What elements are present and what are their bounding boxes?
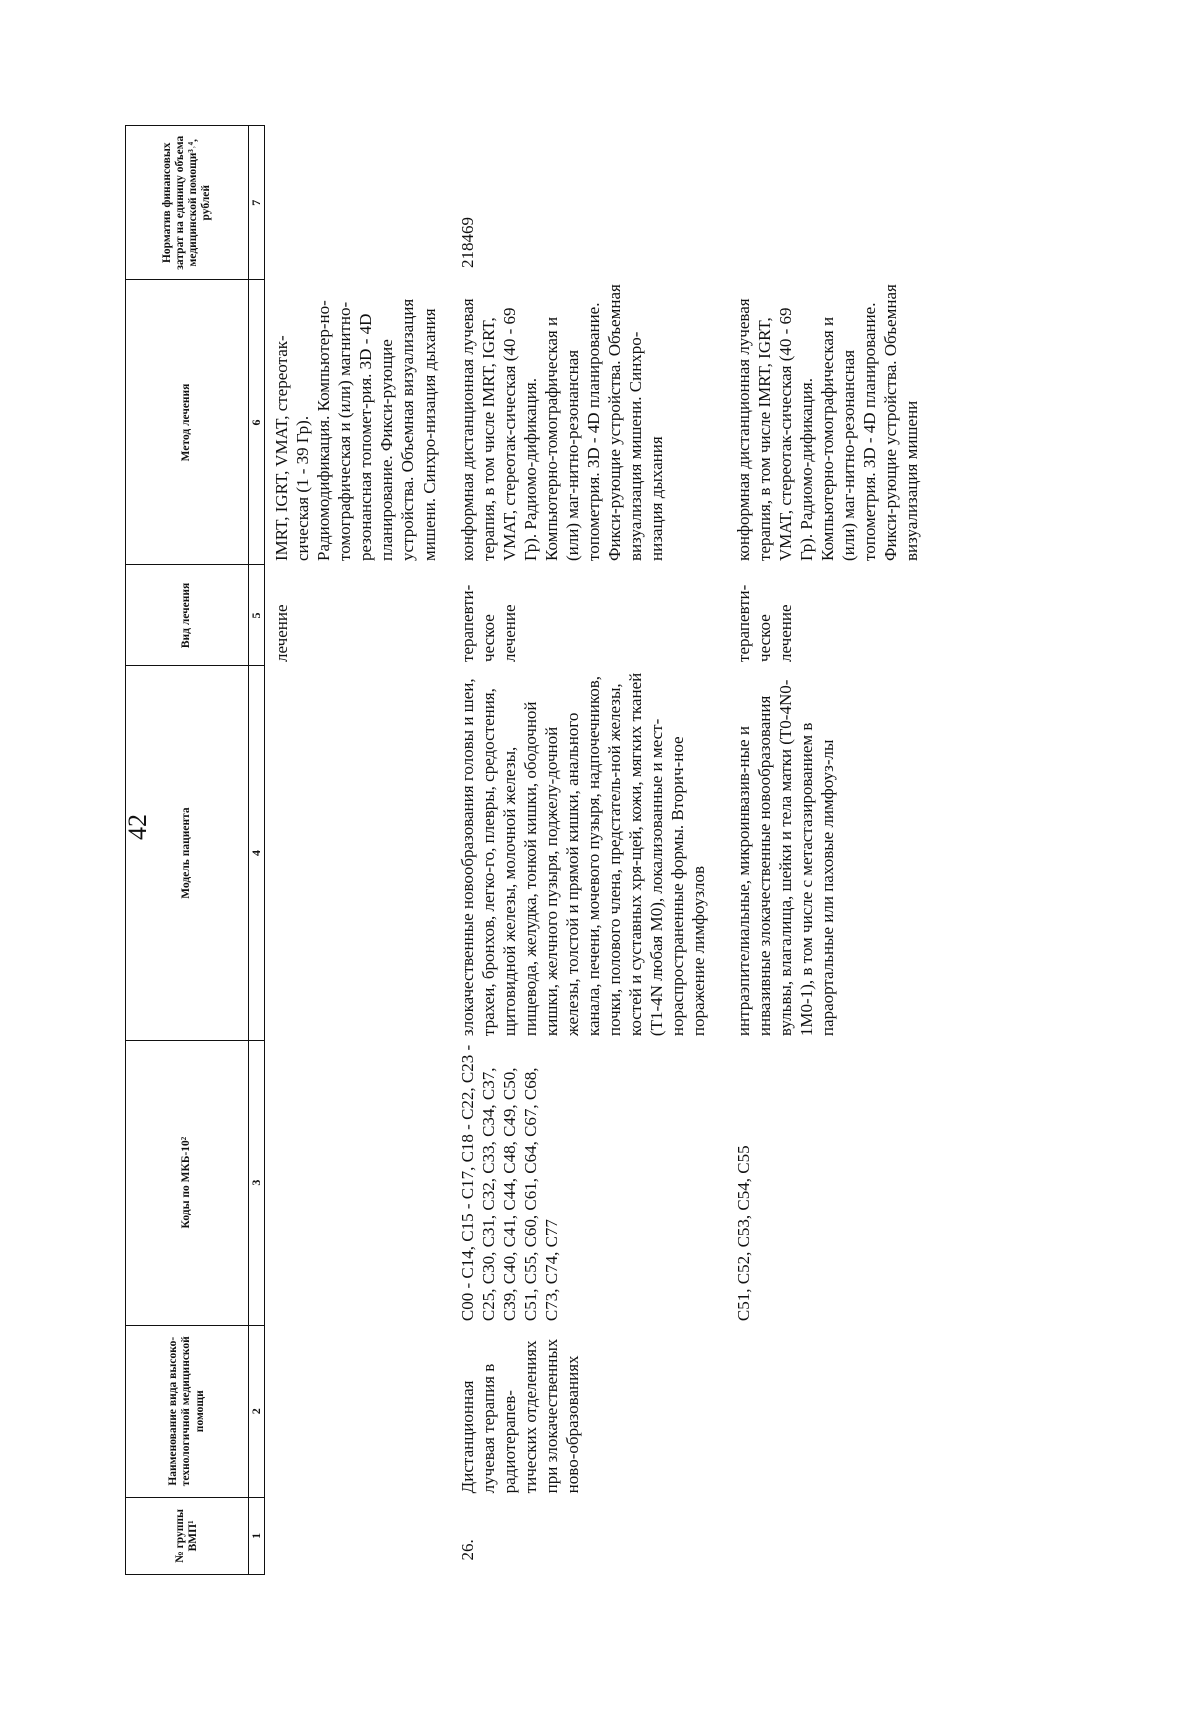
cell-number bbox=[265, 1497, 443, 1574]
column-number-row bbox=[249, 126, 265, 1575]
page-number: 42 bbox=[123, 814, 152, 840]
cell-treatment-type: лечение bbox=[272, 604, 291, 662]
cell-method: конформная дистанционная лучевая терапия, в том числе IMRT, IGRT, VMAT, стереотак-сическая (40 - 69 Гр). Радиомо-дификация. Компьютерно-томографическая и (или) маг-нитно-резонансная топометрия. 3D - 4D планирование. Фикси-рующие устройства. Объемная визуализация мишени bbox=[733, 284, 922, 561]
header-method: Метод лечения bbox=[126, 280, 249, 565]
header-cost: Норматив финансовых затрат на единицу объема медицинской помощи³˒⁴, рублей bbox=[126, 126, 249, 280]
cell-treatment-type: терапевти-ческое лечение bbox=[733, 584, 795, 662]
column-number: 4 bbox=[249, 666, 265, 1040]
cell-patient-model: злокачественные новообразования головы и шеи, трахеи, бронхов, легко-го, плевры, средостения, щитовидной железы, молочной железы, пищевода, желудка, тонкой кишки, ободочной кишки, желчного пузыря, поджелу-дочной железы, толстой и прямой кишки, анального канала, печени, мочевого пузыря, надпочечников, почки, полового члена, предстатель-ной железы, костей и суставных хря-щей, кожи, мягких тканей (T1-4N любая M0), локализованные и мест-нораспространенные формы. Вторич-ное поражение лимфоузлов bbox=[457, 672, 709, 1037]
cell-codes: C00 - C14, C15 - C17, C18 - C22, C23 - C25, C30, C31, C32, C33, C34, C37, C39, C40, C41, C44, C48, C49, C50, C51, C55, C60, C61, C64, C67, C68, C73, C74, C77 bbox=[457, 1044, 561, 1322]
cell-treatment-type: терапевти-ческое лечение bbox=[457, 584, 519, 662]
cell-number bbox=[713, 1497, 926, 1574]
header-row bbox=[126, 126, 249, 1575]
cell-codes bbox=[265, 1040, 443, 1325]
header-name: Наименование вида высоко-технологичной медицинской помощи bbox=[126, 1325, 249, 1497]
column-number: 6 bbox=[249, 280, 265, 565]
vmp-table bbox=[125, 125, 925, 1575]
cell-patient-model bbox=[265, 666, 443, 1040]
rotated-table-container bbox=[125, 125, 1025, 1575]
column-number: 2 bbox=[249, 1325, 265, 1497]
table-row-26-gynecologic bbox=[713, 126, 926, 1575]
header-patient-model: Модель пациента bbox=[126, 666, 249, 1040]
header-treatment-type: Вид лечения bbox=[126, 565, 249, 666]
cell-codes: C51, C52, C53, C54, C55 bbox=[733, 1145, 753, 1322]
cell-method: IMRT, IGRT, VMAT, стереотак-сическая (1 - 39 Гр). Радиомодификация. Компьютер-но-томографическая и (или) магнитно-резонансная топомет-рия. 3D - 4D планирование. Фикси-рующие устройства. Объемная визуализация мишени. Синхро-низация дыхания bbox=[272, 298, 439, 561]
column-number: 5 bbox=[249, 565, 265, 666]
column-number: 3 bbox=[249, 1040, 265, 1325]
column-number: 7 bbox=[249, 126, 265, 280]
cell-cost: 218469 bbox=[457, 216, 477, 268]
cell-name bbox=[265, 1325, 443, 1497]
cell-name bbox=[713, 1325, 926, 1497]
cell-cost bbox=[713, 126, 926, 280]
header-number: № группы ВМП¹ bbox=[126, 1497, 249, 1574]
cell-patient-model: интраэпителиальные, микроинвазив-ные и инвазивные злокачественные новообразования вульвы, влагалища, шейки и тела матки (T0-4N0-1M0-1), в том числе с метастазированием в параортальные или паховые лимфоуз-лы bbox=[733, 679, 837, 1037]
cell-cost bbox=[265, 126, 443, 280]
cell-name: Дистанционная лучевая терапия в радиотерапев-тических отделениях при злокачественных ново-образованиях bbox=[457, 1338, 583, 1494]
table-row-continuation bbox=[265, 126, 443, 1575]
cell-method: конформная дистанционная лучевая терапия, в том числе IMRT, IGRT, VMAT, стереотак-сическая (40 - 69 Гр). Радиомо-дификация. Компьютерно-томографическая и (или) маг-нитно-резонансная топометрия. 3D - 4D планирование. Фикси-рующие устройства. Объемная визуализация мишени. Синхро-низация дыхания bbox=[457, 284, 667, 561]
cell-number: 26. bbox=[457, 1539, 477, 1561]
column-number: 1 bbox=[249, 1497, 265, 1574]
table-row-26 bbox=[443, 126, 713, 1575]
header-codes: Коды по МКБ-10² bbox=[126, 1040, 249, 1325]
